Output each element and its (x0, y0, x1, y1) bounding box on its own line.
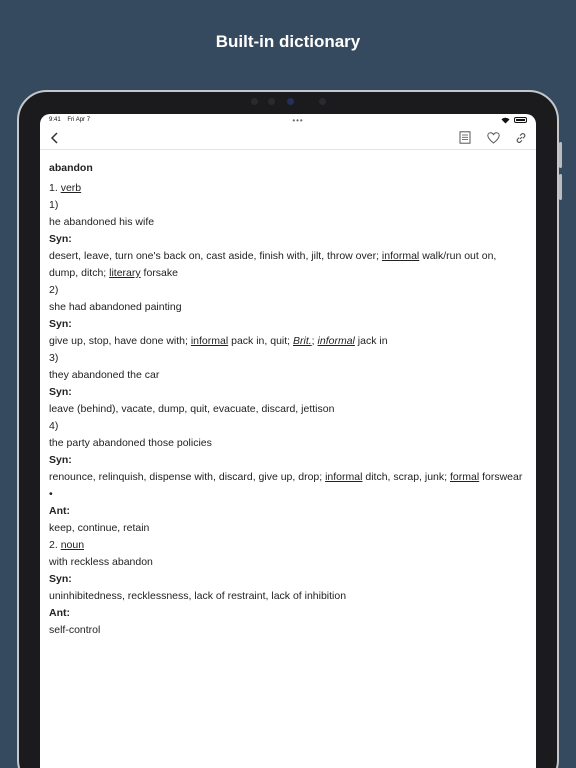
pos-link-noun[interactable]: noun (60, 539, 85, 551)
ant-label: Ant: (49, 607, 70, 619)
usage-tag[interactable]: informal (381, 250, 420, 262)
heart-icon[interactable] (486, 131, 500, 145)
antonyms: keep, continue, retain (49, 522, 150, 534)
synonyms: uninhibitedness, recklessness, lack of restraint, lack of inhibition (49, 590, 347, 602)
camera-icon (287, 98, 294, 105)
syn-label: Syn: (49, 386, 72, 398)
syn-label: Syn: (49, 454, 72, 466)
sense-number: 2) (49, 284, 59, 296)
syn-label: Syn: (49, 573, 72, 585)
syn-label: Syn: (49, 318, 72, 330)
toolbar (40, 126, 536, 150)
wifi-icon (501, 117, 510, 124)
bullet: • (49, 488, 53, 500)
part-of-speech-noun: 2. noun (49, 539, 85, 551)
multitasking-dots-icon[interactable]: ••• (292, 115, 304, 125)
sense-number: 3) (49, 352, 59, 364)
synonyms: renounce, relinquish, dispense with, discard, give up, drop; informal ditch, scrap, junk; formal forswear (49, 471, 523, 483)
ant-label: Ant: (49, 505, 70, 517)
status-date: Fri Apr 7 (67, 117, 91, 123)
pos-link-verb[interactable]: verb (60, 182, 82, 194)
ipad-frame (17, 90, 559, 768)
sense-example: the party abandoned those policies (49, 437, 212, 449)
volume-button (559, 174, 562, 200)
sensor-dot (319, 98, 326, 105)
app-screen (40, 114, 536, 768)
usage-tag[interactable]: informal (190, 335, 229, 347)
status-bar (40, 114, 536, 126)
link-icon[interactable] (514, 131, 528, 145)
volume-button (559, 142, 562, 168)
sense-example: she had abandoned painting (49, 301, 182, 313)
syn-label: Syn: (49, 233, 72, 245)
synonyms: leave (behind), vacate, dump, quit, evacuate, discard, jettison (49, 403, 335, 415)
headline: Built-in dictionary (215, 32, 361, 51)
sense-number: 1) (49, 199, 59, 211)
battery-icon (514, 117, 527, 123)
sense-example: he abandoned his wife (49, 216, 155, 228)
chevron-left-icon[interactable] (48, 131, 62, 145)
sense-example: they abandoned the car (49, 369, 160, 381)
status-time: 9:41 (49, 117, 61, 123)
sensor-dot (268, 98, 275, 105)
sense-number: 4) (49, 420, 59, 432)
antonyms: self-control (49, 624, 101, 636)
sense-example: with reckless abandon (49, 556, 153, 568)
synonyms: give up, stop, have done with; informal pack in, quit; Brit.; informal jack in (49, 335, 388, 347)
synonyms: desert, leave, turn one's back on, cast aside, finish with, jilt, throw over; informal walk/run out on, dump, ditch; literary forsake (49, 250, 497, 279)
usage-tag[interactable]: informal (317, 335, 355, 347)
sensor-dot (251, 98, 258, 105)
dictionary-entry (40, 150, 536, 639)
entry-word: abandon (49, 162, 93, 174)
usage-tag[interactable]: formal (449, 471, 480, 483)
document-icon[interactable] (458, 131, 472, 145)
usage-tag[interactable]: Brit. (293, 335, 312, 347)
usage-tag[interactable]: informal (325, 471, 363, 483)
part-of-speech-verb: 1. verb (49, 182, 82, 194)
usage-tag[interactable]: literary (109, 267, 141, 279)
